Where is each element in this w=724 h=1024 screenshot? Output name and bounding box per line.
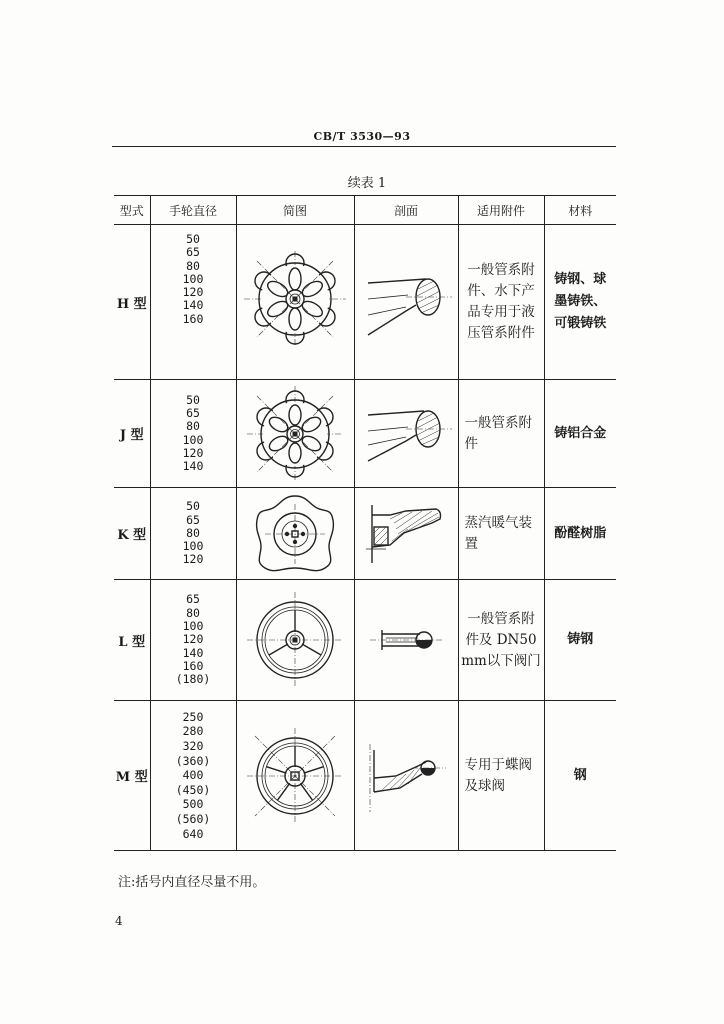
application-cell: 一般管系附 件及 DN50 mm以下阀门 bbox=[458, 580, 544, 701]
type-cell: M 型 bbox=[114, 701, 150, 851]
diameter-cell: 250 280 320 (360) 400 (450) 500 (560) 640 bbox=[150, 701, 236, 851]
application-cell: 一般管系附 件、水下产 品专用于液 压管系附件 bbox=[458, 225, 544, 380]
star-knob-handwheel-icon bbox=[250, 491, 340, 577]
material-cell: 酚醛树脂 bbox=[544, 488, 616, 580]
diameter-cell: 50 65 80 100 120 140 bbox=[150, 380, 236, 488]
diameter-cell: 50 65 80 100 120 bbox=[150, 488, 236, 580]
sketch-cell bbox=[236, 225, 354, 380]
sketch-cell bbox=[236, 488, 354, 580]
application-cell: 一般管系附 件 bbox=[458, 380, 544, 488]
header-rule bbox=[112, 146, 616, 147]
three-spoke-rim-handwheel-icon bbox=[245, 590, 345, 690]
col-header-diameter: 手轮直径 bbox=[150, 196, 236, 225]
material-cell: 钢 bbox=[544, 701, 616, 851]
straight-spoke-section-icon bbox=[356, 610, 456, 670]
application-cell: 蒸汽暖气装 置 bbox=[458, 488, 544, 580]
col-header-type: 型式 bbox=[114, 196, 150, 225]
table-header-row bbox=[114, 196, 616, 225]
five-spoke-rim-handwheel-icon bbox=[245, 726, 345, 826]
round-spoke-section-icon bbox=[356, 399, 456, 469]
diameter-cell: 65 80 100 120 140 160 (180) bbox=[150, 580, 236, 701]
table-row bbox=[114, 225, 616, 380]
table-row bbox=[114, 380, 616, 488]
type-cell: H 型 bbox=[114, 225, 150, 380]
col-header-material: 材料 bbox=[544, 196, 616, 225]
material-cell: 铸铝合金 bbox=[544, 380, 616, 488]
sketch-cell bbox=[236, 701, 354, 851]
six-lobed-handwheel-icon bbox=[240, 249, 350, 349]
table-row bbox=[114, 701, 616, 851]
table-caption: 续表 1 bbox=[347, 176, 387, 191]
section-cell bbox=[354, 580, 458, 701]
diameter-cell: 50 65 80 100 120 140 160 bbox=[150, 225, 236, 380]
sketch-cell bbox=[236, 380, 354, 488]
section-cell bbox=[354, 701, 458, 851]
footnote: 注:括号内直径尽量不用。 bbox=[118, 875, 266, 890]
handwheel-spec-table bbox=[114, 195, 616, 851]
table-row bbox=[114, 580, 616, 701]
col-header-application: 适用附件 bbox=[458, 196, 544, 225]
molded-knob-section-icon bbox=[356, 499, 456, 569]
standard-number: CB/T 3530—93 bbox=[313, 130, 411, 143]
page-number: 4 bbox=[115, 914, 123, 928]
type-cell: L 型 bbox=[114, 580, 150, 701]
table-row bbox=[114, 488, 616, 580]
type-cell: K 型 bbox=[114, 488, 150, 580]
section-cell bbox=[354, 488, 458, 580]
material-cell: 铸钢、球 墨铸铁、 可锻铸铁 bbox=[544, 225, 616, 380]
section-cell bbox=[354, 225, 458, 380]
round-spoke-section-icon bbox=[356, 269, 456, 339]
col-header-section: 剖面 bbox=[354, 196, 458, 225]
material-cell: 铸钢 bbox=[544, 580, 616, 701]
application-cell: 专用于蝶阀 及球阀 bbox=[458, 701, 544, 851]
col-header-sketch: 简图 bbox=[236, 196, 354, 225]
sketch-cell bbox=[236, 580, 354, 701]
six-lobed-handwheel-icon bbox=[245, 384, 345, 484]
type-cell: J 型 bbox=[114, 380, 150, 488]
section-cell bbox=[354, 380, 458, 488]
bent-spoke-section-icon bbox=[356, 736, 456, 816]
